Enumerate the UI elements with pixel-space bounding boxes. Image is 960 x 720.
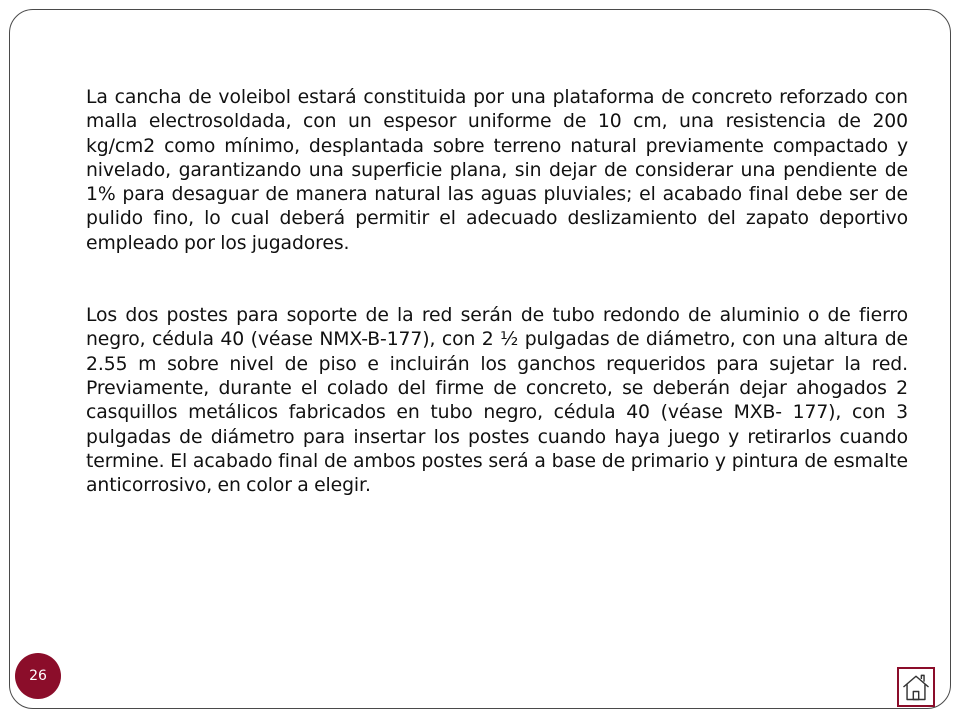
page-number-badge [15,653,61,699]
paragraph-posts: Los dos postes para soporte de la red serán de tubo redondo de aluminio o de fierro negro, cédula 40 (véase NMX-B-177), con 2 ½ pulgadas de diámetro, con una altura de 2.55 m sobre nivel de piso e incluirán los ganchos requeridos para sujetar la red. Previamente, durante el colado del firme de concreto, se deberán dejar ahogados 2 casquillos metálicos fabricados en tubo negro, cédula 40 (véase MXB- 177), con 3 pulgadas de diámetro para insertar los postes cuando haya juego y retirarlos cuando termine. El acabado final de ambos postes será a base de primario y pintura de esmalte anticorrosivo, en color a elegir. [86,305,908,497]
body-text [86,86,908,498]
page-number: 26 [29,668,47,684]
paragraph-court: La cancha de voleibol estará constituida por una plataforma de concreto reforzado con malla electrosoldada, con un espesor uniforme de 10 cm, una resistencia de 200 kg/cm2 como mínimo, desplantada sobre terreno natural previamente compactado y nivelado, garantizando una superficie plana, sin dejar de considerar una pendiente de 1% para desaguar de manera natural las aguas pluviales; el acabado final debe ser de pulido fino, lo cual deberá permitir el adecuado deslizamiento del zapato deportivo empleado por los jugadores. [86,87,908,254]
home-icon [899,669,933,705]
home-button[interactable] [897,667,935,707]
